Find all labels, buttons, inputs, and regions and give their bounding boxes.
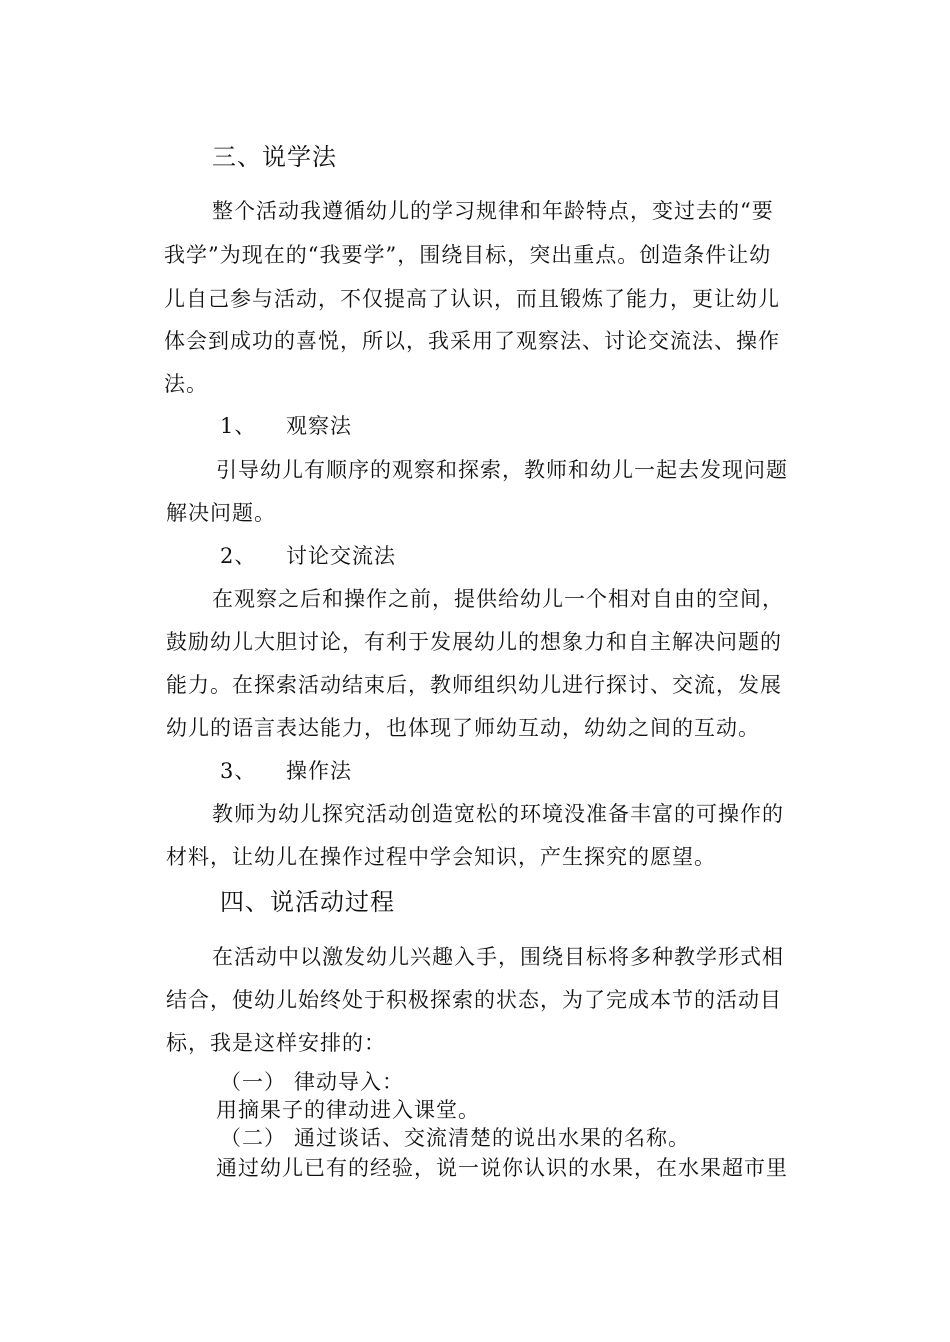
step-item-conversation — [220, 1124, 690, 1152]
step-item-rhythm-intro — [220, 1068, 404, 1096]
method-item-operation — [220, 757, 352, 785]
paragraph-line: 引导幼儿有顺序的观察和探索，教师和幼儿一起去发现问题 — [216, 458, 788, 482]
paragraph-line: 在活动中以激发幼儿兴趣入手，围绕目标将多种教学形式相 — [212, 945, 784, 969]
paragraph-line: 儿自己参与活动，不仅提高了认识，而且锻炼了能力，更让幼儿 — [164, 287, 780, 311]
paragraph-line: 解决问题。 — [166, 501, 276, 525]
step-title: 律动导入： — [294, 1070, 404, 1094]
paragraph-line: 材料，让幼儿在操作过程中学会知识，产生探究的愿望。 — [166, 845, 716, 869]
paragraph-line: 鼓励幼儿大胆讨论，有利于发展幼儿的想象力和自主解决问题的 — [166, 630, 782, 654]
paragraph-line: 法。 — [164, 372, 208, 396]
step-title: 通过谈话、交流清楚的说出水果的名称。 — [294, 1126, 690, 1150]
paragraph-line: 体会到成功的喜悦，所以，我采用了观察法、讨论交流法、操作 — [164, 329, 780, 353]
method-title: 讨论交流法 — [286, 544, 396, 568]
paragraph-line: 能力。在探索活动结束后，教师组织幼儿进行探讨、交流，发展 — [166, 673, 782, 697]
paragraph-line: 用摘果子的律动进入课堂。 — [216, 1098, 480, 1122]
method-title: 操作法 — [286, 759, 352, 783]
step-number: （一） — [220, 1070, 286, 1094]
method-item-observation — [220, 412, 352, 440]
step-number: （二） — [220, 1126, 286, 1150]
paragraph-line: 结合，使幼儿始终处于积极探索的状态，为了完成本节的活动目 — [166, 988, 782, 1012]
section-heading-activity-process: 四、说活动过程 — [220, 888, 395, 916]
paragraph-line: 教师为幼儿探究活动创造宽松的环境没准备丰富的可操作的 — [212, 802, 784, 826]
paragraph-line: 在观察之后和操作之前，提供给幼儿一个相对自由的空间， — [212, 587, 784, 611]
paragraph-line: 标，我是这样安排的： — [166, 1031, 386, 1055]
paragraph-line: 整个活动我遵循幼儿的学习规律和年龄特点，变过去的“要 — [212, 199, 774, 223]
method-number: 1、 — [220, 414, 257, 438]
paragraph-line: 幼儿的语言表达能力，也体现了师幼互动，幼幼之间的互动。 — [166, 716, 760, 740]
method-number: 3、 — [220, 759, 257, 783]
method-item-discussion — [220, 542, 396, 570]
method-number: 2、 — [220, 544, 257, 568]
method-title: 观察法 — [286, 414, 352, 438]
paragraph-line: 我学”为现在的“我要学”，围绕目标，突出重点。创造条件让幼 — [164, 243, 772, 267]
section-heading-study-methods: 三、说学法 — [212, 143, 337, 171]
paragraph-line: 通过幼儿已有的经验，说一说你认识的水果，在水果超市里 — [216, 1156, 788, 1180]
